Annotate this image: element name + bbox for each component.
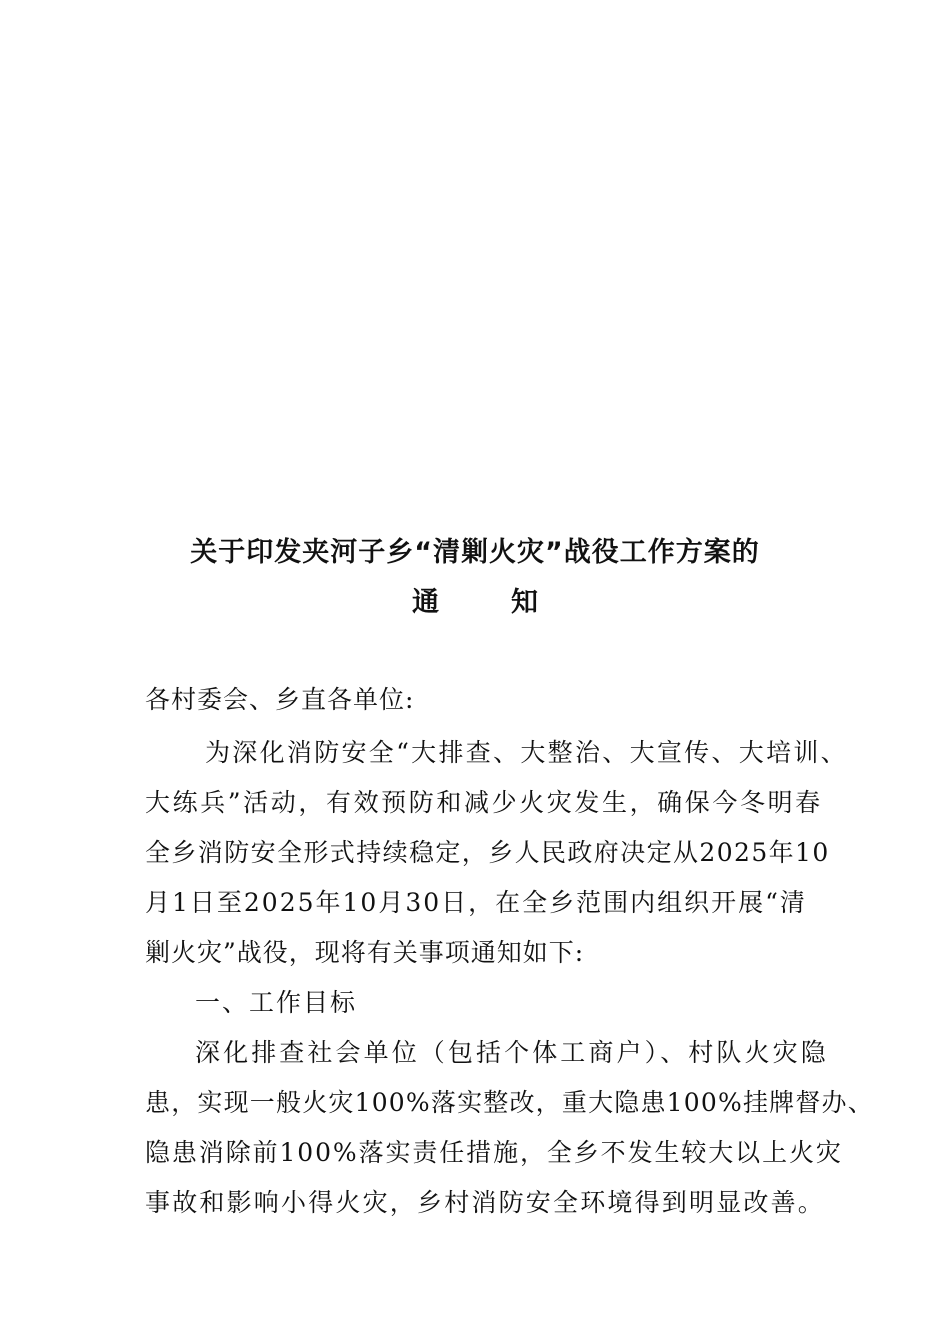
document-title-line-2 [0, 580, 950, 619]
document-title-line-1: 关于印发夹河子乡“清剿火灾”战役工作方案的 [190, 537, 760, 568]
title-char-tong: 通 [412, 587, 439, 618]
paragraph-2-line-4: 事故和影响小得火灾，乡村消防安全环境得到明显改善。 [145, 1188, 826, 1217]
paragraph-1-line-1: 为深化消防安全“大排查、大整治、大宣传、大培训、 [205, 738, 848, 767]
title-char-zhi: 知 [511, 587, 538, 618]
paragraph-2-line-1: 深化排查社会单位（包括个体工商户）、村队火灾隐 [195, 1038, 829, 1067]
paragraph-1-line-2: 大练兵”活动，有效预防和减少火灾发生，确保今冬明春 [145, 788, 823, 817]
paragraph-2-line-3: 隐患消除前100%落实责任措施，全乡不发生较大以上火灾 [145, 1138, 843, 1167]
paragraph-2-line-2: 患，实现一般火灾100%落实整改，重大隐患100%挂牌督办、 [145, 1088, 874, 1117]
salutation: 各村委会、乡直各单位: [145, 685, 415, 714]
paragraph-1-line-3: 全乡消防安全形式持续稳定，乡人民政府决定从2025年10 [145, 838, 830, 867]
paragraph-1-line-4: 月1日至2025年10月30日，在全乡范围内组织开展“清 [145, 888, 807, 917]
paragraph-1-line-5: 剿火灾”战役，现将有关事项通知如下: [145, 938, 585, 967]
section-1-heading: 一、工作目标 [195, 988, 358, 1017]
